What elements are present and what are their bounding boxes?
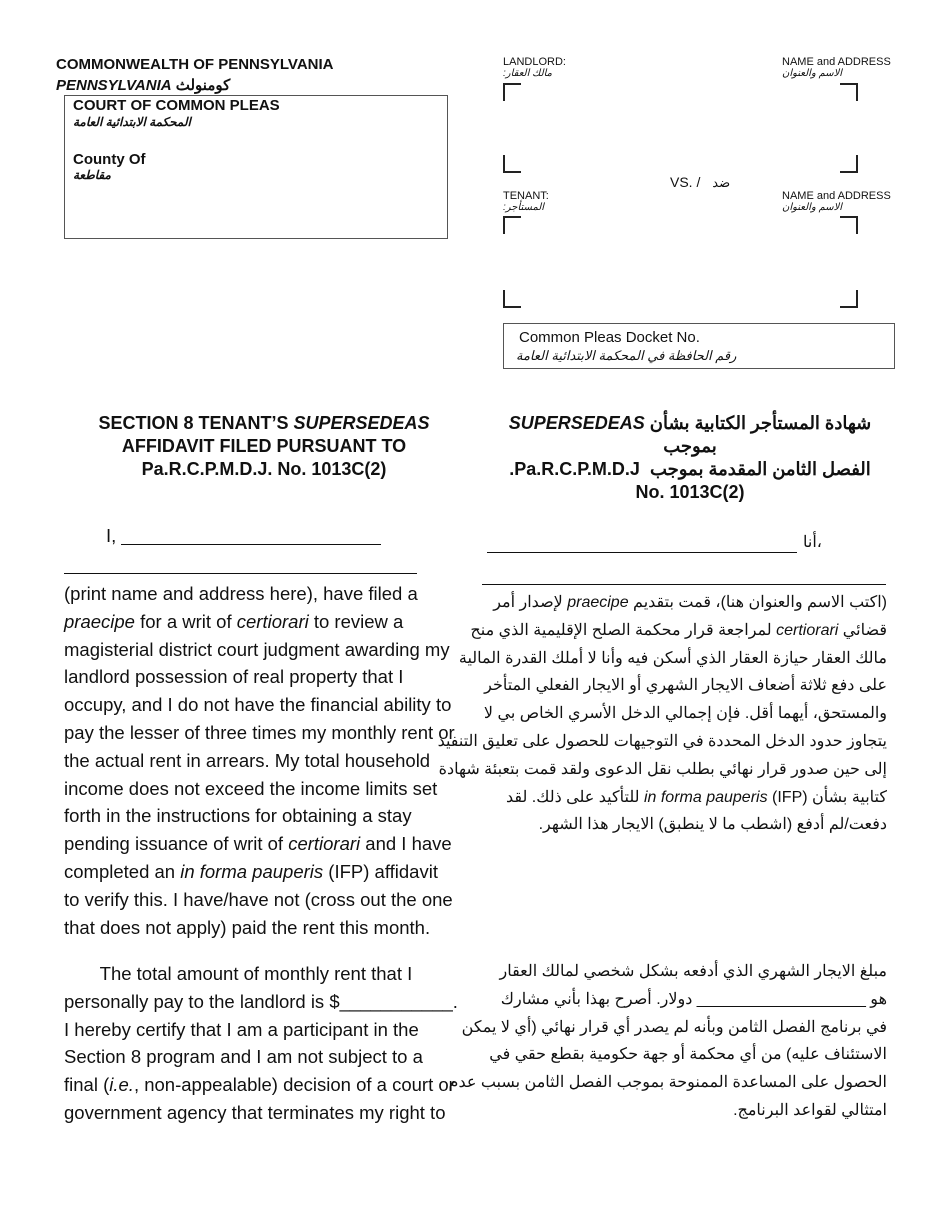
pennsylvania-label: PENNSYLVANIA	[56, 77, 172, 94]
tenant-bracket-bottom-left	[503, 290, 521, 308]
paragraph-2-en-text: i.e.	[109, 1074, 134, 1096]
title-en-line1-a: SECTION 8 TENANT’S	[98, 413, 294, 433]
paragraph-1-en-text: and I have	[360, 833, 452, 855]
paragraph-2-ar-line	[470, 986, 887, 1014]
paragraph-2-ar-text: الاستئناف عليه) من أي محكمة أو جهة حكومية بقطع حقي في	[489, 1046, 887, 1064]
paragraph-1-ar-line	[437, 728, 887, 756]
paragraph-1-ar-text: لإصدار أمر	[493, 594, 568, 611]
paragraph-2-en-text: The total amount of monthly rent that I	[64, 963, 413, 984]
paragraph-2-en-text: Section 8 program and I am not subject to a	[64, 1046, 423, 1068]
affidavit-paragraph-2-ar	[448, 958, 887, 1125]
title-ar-line1	[480, 412, 900, 458]
paragraph-2-en-line	[64, 1016, 464, 1044]
title-ar-line2-b: Pa.R.C.P.M.D.J.	[509, 459, 640, 479]
paragraph-1-en-text: landlord possession of real property that I	[64, 666, 404, 688]
name-line-en[interactable]	[121, 544, 381, 545]
paragraph-1-en-text: praecipe	[64, 610, 135, 632]
landlord-bracket-bottom-left	[503, 155, 521, 173]
paragraph-2-en-line	[64, 960, 464, 988]
paragraph-1-en-line	[64, 691, 464, 719]
i-label-ar: أنا،	[803, 534, 822, 551]
paragraph-1-en-text: for a writ of	[134, 610, 237, 632]
paragraph-1-ar-text: إلى حين صدور قرار نهائي بطلب نقل الدعوى ولقد قمت بتعبئة شهادة	[438, 760, 887, 778]
i-label-en: I,	[106, 525, 117, 546]
address-line-en[interactable]	[64, 573, 417, 574]
name-line-ar[interactable]	[487, 552, 797, 553]
landlord-name-address-label: NAME and ADDRESS	[782, 56, 891, 68]
paragraph-2-en-text: personally pay to the landlord is $___________.	[64, 990, 458, 1012]
paragraph-1-en-text: forth in the instructions for obtaining a stay	[64, 805, 412, 827]
paragraph-2-ar-line	[461, 1014, 887, 1042]
landlord-label: LANDLORD:	[503, 56, 566, 68]
paragraph-1-ar-line	[470, 784, 887, 812]
paragraph-1-ar-line	[470, 589, 887, 617]
paragraph-1-en-line	[64, 636, 464, 664]
paragraph-1-en-text: pay the lesser of three times my monthly rent or	[64, 721, 455, 743]
paragraph-1-ar-text: لمراجعة قرار محكمة الصلح الإقليمية الذي منح	[470, 621, 777, 639]
title-ar-line3: No. 1013C(2)	[635, 482, 745, 502]
title-en-line1	[64, 412, 464, 435]
docket-label-ar: رقم الحافظة في المحكمة الابتدائية العامة	[516, 348, 737, 363]
paragraph-1-en-text: (print name and address here), have filed a	[64, 583, 418, 604]
title-en-line2: AFFIDAVIT FILED PURSUANT TO	[121, 436, 407, 456]
paragraph-1-en-line	[64, 914, 464, 942]
title-ar-line1-b: SUPERSEDEAS	[508, 413, 645, 433]
paragraph-1-ar-text: مالك العقار حيازة العقار الذي أسكن فيه وأنا لا أملك القدرة المالية	[458, 649, 887, 667]
paragraph-2-en-text: government agency that terminates my right to	[64, 1101, 446, 1123]
paragraph-1-ar-text: دفعت/لم أدفع (اشطب ما لا ينطبق) الايجار هذا الشهر.	[538, 816, 887, 834]
paragraph-1-ar-line	[438, 756, 887, 784]
paragraph-2-ar-text: هو ___________________ دولار. أصرح بهذا بأني مشارك	[500, 990, 887, 1008]
paragraph-2-ar-line	[448, 1069, 887, 1097]
tenant-label: TENANT:	[503, 190, 549, 202]
paragraph-1-en-line	[64, 775, 464, 803]
versus-label-en: VS. /	[670, 174, 701, 190]
tenant-name-address-label-ar: الاسم والعنوان	[782, 202, 843, 213]
versus-label	[670, 174, 730, 191]
title-ar	[480, 412, 900, 504]
address-line-ar[interactable]	[482, 584, 886, 585]
paragraph-1-ar-text: praecipe	[567, 594, 629, 611]
paragraph-1-ar-line	[458, 645, 887, 673]
paragraph-1-en-text: to verify this. I have/have not (cross out the one	[64, 888, 453, 910]
county-label-ar: مقاطعة	[73, 168, 111, 182]
paragraph-1-ar-text: (IFP) للتأكيد على ذلك. لقد	[505, 788, 808, 806]
commonwealth-heading: COMMONWEALTH OF PENNSYLVANIA	[56, 56, 334, 73]
tenant-label-ar: المستأجر:	[503, 202, 545, 213]
title-ar-line1-a: شهادة المستأجر الكتابية بشأن	[649, 413, 872, 433]
paragraph-1-en-text: occupy, and I do not have the financial ability to	[64, 694, 452, 716]
paragraph-1-en-text: pending issuance of writ of	[64, 833, 289, 855]
tenant-bracket-top-left	[503, 216, 521, 234]
paragraph-1-en-line	[64, 802, 464, 830]
paragraph-1-ar-text: والمستحق، أيهما أقل. فإن إجمالي الدخل الأسري الخاص بي لا	[483, 705, 887, 723]
county-label: County Of	[73, 151, 146, 168]
pennsylvania-label-ar: كومنولث	[175, 77, 231, 94]
paragraph-2-ar-text: في برنامج الفصل الثامن وبأنه لم يصدر أي قرار نهائي (أي لا يمكن	[461, 1018, 887, 1036]
affidavit-paragraph-1-ar	[437, 589, 887, 839]
paragraph-1-en-line	[64, 747, 464, 775]
paragraph-1-en-line	[64, 663, 464, 691]
landlord-bracket-top-left	[503, 83, 521, 101]
paragraph-2-ar-line	[470, 1097, 887, 1125]
paragraph-1-en-text: the actual rent in arrears. My total household	[64, 749, 431, 771]
paragraph-1-ar-text: على دفع ثلاثة أضعاف الايجار الشهري أو الايجار الفعلي المتأخر	[484, 677, 887, 695]
versus-label-ar: ضد	[712, 175, 731, 190]
docket-box	[503, 323, 895, 369]
paragraph-1-ar-text: (اكتب الاسم والعنوان هنا)، قمت بتقديم	[628, 594, 887, 611]
paragraph-1-en-line	[64, 608, 464, 636]
title-ar-line1-c: بموجب	[663, 436, 717, 456]
paragraph-1-ar-line	[470, 700, 887, 728]
paragraph-2-ar-line	[470, 958, 887, 986]
paragraph-1-ar-text: certiorari	[776, 621, 839, 639]
landlord-label-ar: مالك العقار:	[503, 68, 553, 79]
paragraph-2-en-line	[64, 1043, 464, 1071]
tenant-name-address-label: NAME and ADDRESS	[782, 190, 891, 202]
tenant-bracket-top-right	[840, 216, 858, 234]
paragraph-1-ar-text: قضائي	[838, 621, 887, 639]
paragraph-1-en-line	[64, 858, 464, 886]
paragraph-1-en-text: that does not apply) paid the rent this month.	[64, 916, 431, 938]
paragraph-2-en-text: I hereby certify that I am a participant in the	[64, 1018, 419, 1040]
tenant-bracket-bottom-right	[840, 290, 858, 308]
docket-label: Common Pleas Docket No.	[519, 329, 700, 346]
paragraph-2-ar-line	[470, 1041, 887, 1069]
paragraph-1-en-line	[64, 886, 464, 914]
paragraph-1-ar-text: كتابية بشأن	[807, 788, 887, 806]
pennsylvania-heading	[56, 76, 230, 94]
paragraph-2-ar-text: مبلغ الايجار الشهري الذي أدفعه بشكل شخصي لمالك العقار	[499, 963, 887, 980]
paragraph-1-ar-text: in forma pauperis	[643, 788, 768, 806]
affidavit-paragraph-2-en	[64, 960, 464, 1127]
paragraph-2-en-line	[64, 988, 464, 1016]
landlord-bracket-top-right	[840, 83, 858, 101]
court-label-ar: المحكمة الابتدائية العامة	[73, 115, 191, 129]
paragraph-1-en-text: certiorari	[288, 833, 361, 855]
court-label: COURT OF COMMON PLEAS	[73, 97, 280, 114]
paragraph-2-en-line	[64, 1071, 464, 1099]
paragraph-1-en-text: (IFP) affidavit	[323, 860, 438, 882]
paragraph-1-ar-text: يتجاوز حدود الدخل المحددة في التوجيهات للحصول على تعليق التنفيذ	[437, 732, 887, 750]
landlord-bracket-bottom-right	[840, 155, 858, 173]
paragraph-1-en-text: certiorari	[236, 610, 309, 632]
title-ar-line2	[480, 458, 900, 481]
paragraph-1-en-text: in forma pauperis	[180, 860, 324, 882]
affidavit-paragraph-1-en	[64, 580, 464, 941]
paragraph-2-en-text: , non-appealable) decision of a court or	[133, 1074, 455, 1096]
paragraph-2-en-text: final (	[64, 1074, 110, 1096]
paragraph-1-en-text: to review a	[308, 610, 404, 632]
paragraph-1-ar-line	[470, 672, 887, 700]
paragraph-1-ar-line	[470, 617, 887, 645]
title-en	[64, 412, 464, 481]
title-en-line3: Pa.R.C.P.M.D.J. No. 1013C(2)	[141, 459, 387, 479]
paragraph-1-en-line	[64, 830, 464, 858]
paragraph-1-en-line	[64, 580, 464, 608]
landlord-name-address-label-ar: الاسم والعنوان	[782, 68, 843, 79]
paragraph-1-ar-line	[470, 811, 887, 839]
paragraph-2-en-line	[64, 1099, 464, 1127]
title-en-line1-b: SUPERSEDEAS	[293, 413, 430, 433]
paragraph-1-en-text: completed an	[64, 860, 181, 882]
paragraph-2-ar-text: الحصول على المساعدة الممنوحة بموجب الفصل الثامن بسبب عدم	[448, 1074, 887, 1092]
paragraph-1-en-line	[64, 719, 464, 747]
paragraph-1-en-text: income does not exceed the income limits set	[64, 777, 438, 799]
paragraph-2-ar-text: امتثالي لقواعد البرنامج.	[733, 1101, 887, 1119]
court-box	[64, 95, 448, 239]
title-ar-line2-a: الفصل الثامن المقدمة بموجب	[649, 459, 871, 479]
paragraph-1-en-text: magisterial district court judgment awarding my	[64, 638, 450, 660]
